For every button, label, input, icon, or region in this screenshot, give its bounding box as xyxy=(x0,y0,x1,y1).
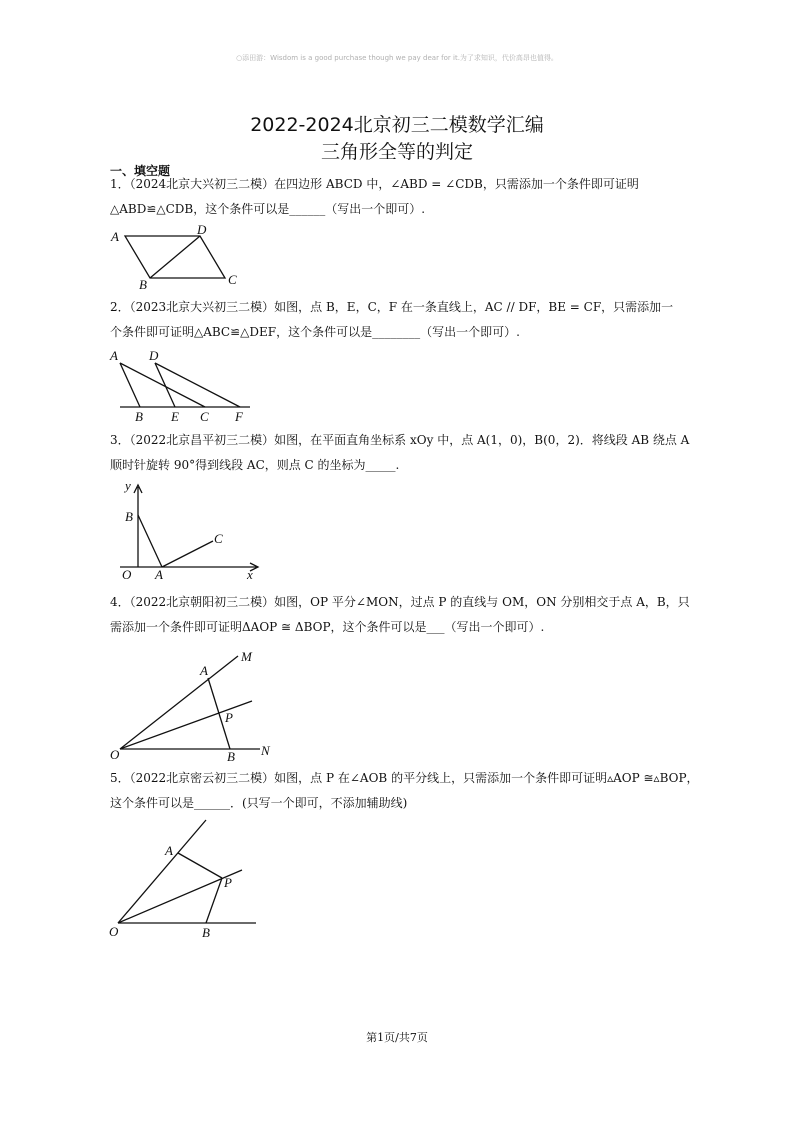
figure-1-parallelogram xyxy=(105,222,255,292)
figure-point-label: A xyxy=(110,348,118,363)
figure-4-angle-bisector xyxy=(110,643,280,768)
doc-subtitle: 三角形全等的判定 xyxy=(320,141,473,163)
fig1-label-C: C xyxy=(228,272,237,287)
figure-point-label: P xyxy=(225,710,233,725)
doc-title: 2022-2024北京初三二模数学汇编 xyxy=(250,114,544,136)
figure-point-label: A xyxy=(155,567,163,582)
question-4-line-2: 需添加一个条件即可证明ΔAOP ≅ ΔBOP，这个条件可以是___（写出一个即可）. xyxy=(110,620,545,634)
figure-point-label: B xyxy=(135,409,143,424)
question-5-line-1: 5．（2022北京密云初三二模）如图，点 P 在∠AOB 的平分线上，只需添加一个条件即可证明▵AOP ≅▵BOP， xyxy=(110,771,699,785)
question-2-line-1: 2．（2023北京大兴初三二模）如图，点 B，E，C，F 在一条直线上，AC // DF，BE = CF，只需添加一 xyxy=(110,300,674,314)
figure-point-label: O xyxy=(110,747,120,762)
figure-2-triangles xyxy=(105,345,265,425)
figure-point-label: D xyxy=(149,348,159,363)
page-footer: 第1页/共7页 xyxy=(366,1031,428,1044)
figure-point-label: B xyxy=(202,925,210,940)
fig1-label-B: B xyxy=(139,277,147,292)
figure-point-label: F xyxy=(235,409,243,424)
question-1-line-2: △ABD≌△CDB，这个条件可以是______（写出一个即可）. xyxy=(110,202,426,216)
figure-point-label: C xyxy=(214,531,223,546)
figure-point-label: y xyxy=(125,478,131,493)
figure-point-label: A xyxy=(200,663,208,678)
figure-point-label: O xyxy=(109,924,119,939)
figure-point-label: x xyxy=(247,567,253,582)
question-5-line-2: 这个条件可以是______．(只写一个即可，不添加辅助线) xyxy=(110,796,408,810)
question-2-line-2: 个条件即可证明△ABC≌△DEF，这个条件可以是________（写出一个即可）. xyxy=(110,325,520,339)
question-4-line-1: 4．（2022北京朝阳初三二模）如图，OP 平分∠MON，过点 P 的直线与 OM，ON 分别相交于点 A，B，只 xyxy=(110,595,690,609)
section-heading: 一、填空题 xyxy=(110,164,171,178)
figure-point-label: C xyxy=(200,409,209,424)
figure-point-label: B xyxy=(227,749,235,764)
watermark: ○添田游：Wisdom is a good purchase though we pay dear for it.为了求知识，代价高昂也值得。 xyxy=(236,54,558,62)
figure-3-coordinate-plane xyxy=(110,475,270,585)
figure-point-label: B xyxy=(125,509,133,524)
figure-point-label: A xyxy=(165,843,173,858)
figure-point-label: N xyxy=(261,743,270,758)
figure-point-label: O xyxy=(122,567,132,582)
figure-point-label: P xyxy=(224,875,232,890)
figure-point-label: E xyxy=(171,409,179,424)
question-1-line-1: 1．（2024北京大兴初三二模）在四边形 ABCD 中，∠ABD = ∠CDB，只需添加一个条件即可证明 xyxy=(110,177,639,191)
figure-5-angle-bisector xyxy=(108,815,268,945)
question-3-line-2: 顺时针旋转 90°得到线段 AC，则点 C 的坐标为_____. xyxy=(110,458,400,472)
fig1-label-A: A xyxy=(111,229,119,244)
figure-point-label: M xyxy=(241,649,252,664)
question-3-line-1: 3．（2022北京昌平初三二模）如图，在平面直角坐标系 xOy 中，点 A(1，0)，B(0，2)．将线段 AB 绕点 A xyxy=(110,433,690,447)
fig1-label-D: D xyxy=(197,222,207,237)
